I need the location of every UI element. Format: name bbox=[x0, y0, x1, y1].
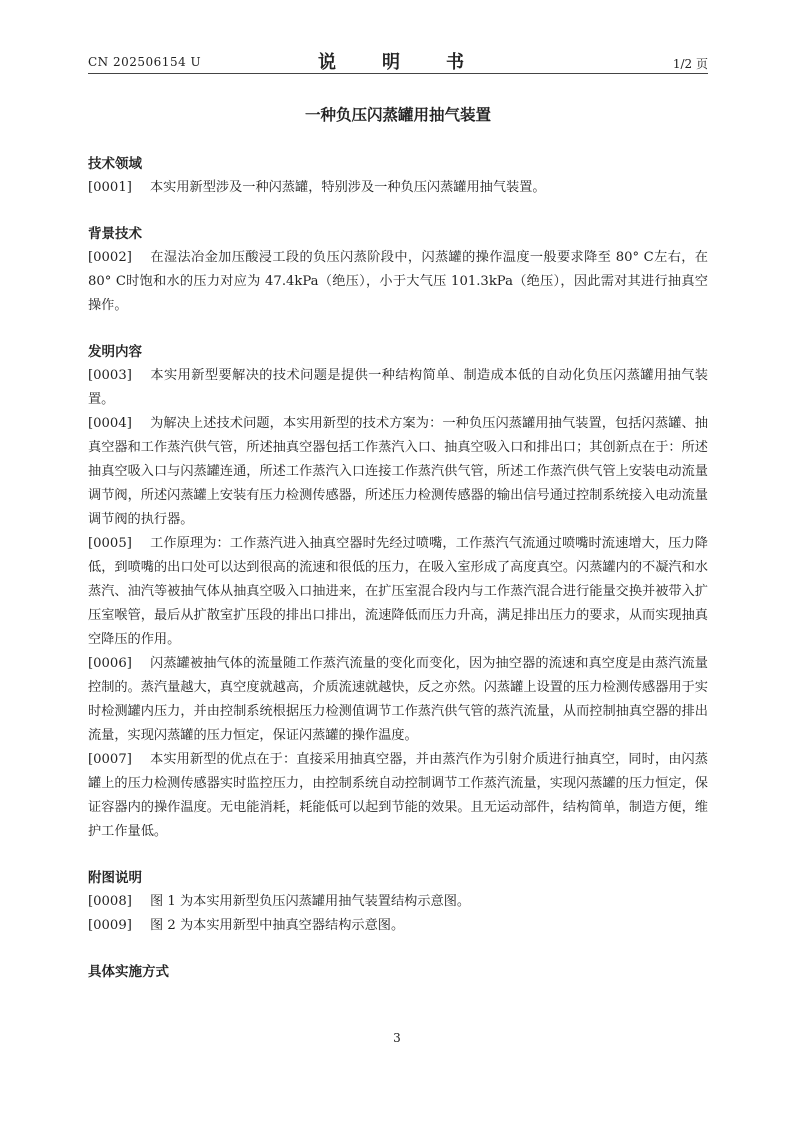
paragraph-text: 本实用新型涉及一种闪蒸罐，特别涉及一种负压闪蒸罐用抽气装置。 bbox=[150, 180, 546, 195]
paragraph-text: 工作原理为：工作蒸汽进入抽真空器时先经过喷嘴，工作蒸汽气流通过喷嘴时流速增大，压力降低，到喷嘴的出口处可以达到很高的流速和很低的压力，在吸入室形成了高度真空。闪蒸罐内的不凝汽和水蒸汽、油汽等被抽气体从抽真空吸入口抽进来，在扩压室混合段内与工作蒸汽混合进行能量交换并被带入扩压室喉管，最后从扩散室扩压段的排出口排出，流速降低而压力升高，满足排出压力的要求，从而实现抽真空降压的作用。 bbox=[88, 536, 708, 647]
document-body bbox=[88, 152, 708, 984]
document-title: 一种负压闪蒸罐用抽气装置 bbox=[304, 106, 491, 124]
header-rule bbox=[88, 73, 708, 74]
section-heading: 附图说明 bbox=[88, 870, 142, 886]
paragraph-number: [0005] bbox=[88, 536, 132, 551]
paragraph-number: [0008] bbox=[88, 894, 132, 909]
paragraph-text: 图 1 为本实用新型负压闪蒸罐用抽气装置结构示意图。 bbox=[150, 894, 471, 909]
paragraph bbox=[88, 246, 708, 318]
paragraph-number: [0001] bbox=[88, 180, 132, 195]
page-number: 3 bbox=[393, 1031, 401, 1045]
paragraph bbox=[88, 748, 708, 844]
paragraph bbox=[88, 532, 708, 652]
paragraph bbox=[88, 412, 708, 532]
paragraph-number: [0009] bbox=[88, 918, 132, 933]
section-heading: 背景技术 bbox=[88, 226, 142, 242]
section-heading: 具体实施方式 bbox=[88, 964, 169, 980]
paragraph-number: [0003] bbox=[88, 368, 132, 383]
paragraph-text: 图 2 为本实用新型中抽真空器结构示意图。 bbox=[150, 918, 405, 933]
document-type-label: 说 明 书 bbox=[318, 52, 478, 73]
paragraph-text: 为解决上述技术问题，本实用新型的技术方案为：一种负压闪蒸罐用抽气装置，包括闪蒸罐、抽真空器和工作蒸汽供气管，所述抽真空器包括工作蒸汽入口、抽真空吸入口和排出口；其创新点在于：所述抽真空吸入口与闪蒸罐连通，所述工作蒸汽入口连接工作蒸汽供气管，所述工作蒸汽供气管上安装电动流量调节阀，所述闪蒸罐上安装有压力检测传感器，所述压力检测传感器的输出信号通过控制系统接入电动流量调节阀的执行器。 bbox=[88, 416, 708, 527]
section-heading: 发明内容 bbox=[88, 344, 142, 360]
section-heading: 技术领域 bbox=[88, 156, 142, 172]
paragraph bbox=[88, 914, 708, 938]
paragraph-number: [0002] bbox=[88, 250, 132, 265]
page-indicator: 1/2 页 bbox=[672, 57, 708, 71]
paragraph-text: 闪蒸罐被抽气体的流量随工作蒸汽流量的变化而变化，因为抽空器的流速和真空度是由蒸汽流量控制的。蒸汽量越大，真空度就越高，介质流速就越快，反之亦然。闪蒸罐上设置的压力检测传感器用于实时检测罐内压力，并由控制系统根据压力检测值调节工作蒸汽供气管的蒸汽流量，从而控制抽真空器的排出流量，实现闪蒸罐的压力恒定，保证闪蒸罐的操作温度。 bbox=[88, 656, 708, 743]
paragraph bbox=[88, 364, 708, 412]
paragraph-text: 本实用新型的优点在于：直接采用抽真空器，并由蒸汽作为引射介质进行抽真空，同时，由闪蒸罐上的压力检测传感器实时监控压力，由控制系统自动控制调节工作蒸汽流量，实现闪蒸罐的压力恒定，保证容器内的操作温度。无电能消耗，耗能低可以起到节能的效果。且无运动部件，结构简单，制造方便，维护工作量低。 bbox=[88, 752, 708, 839]
patent-number: CN 202506154 U bbox=[88, 55, 202, 69]
paragraph-text: 在湿法冶金加压酸浸工段的负压闪蒸阶段中，闪蒸罐的操作温度一般要求降至 80° C左右，在 80° C时饱和水的压力对应为 47.4kPa（绝压），小于大气压 101.3kPa（绝压），因此需对其进行抽真空操作。 bbox=[88, 250, 708, 313]
paragraph-number: [0006] bbox=[88, 656, 132, 671]
paragraph bbox=[88, 176, 708, 200]
paragraph bbox=[88, 890, 708, 914]
paragraph-number: [0007] bbox=[88, 752, 132, 767]
paragraph-number: [0004] bbox=[88, 416, 132, 431]
paragraph-text: 本实用新型要解决的技术问题是提供一种结构简单、制造成本低的自动化负压闪蒸罐用抽气装置。 bbox=[88, 368, 708, 407]
paragraph bbox=[88, 652, 708, 748]
